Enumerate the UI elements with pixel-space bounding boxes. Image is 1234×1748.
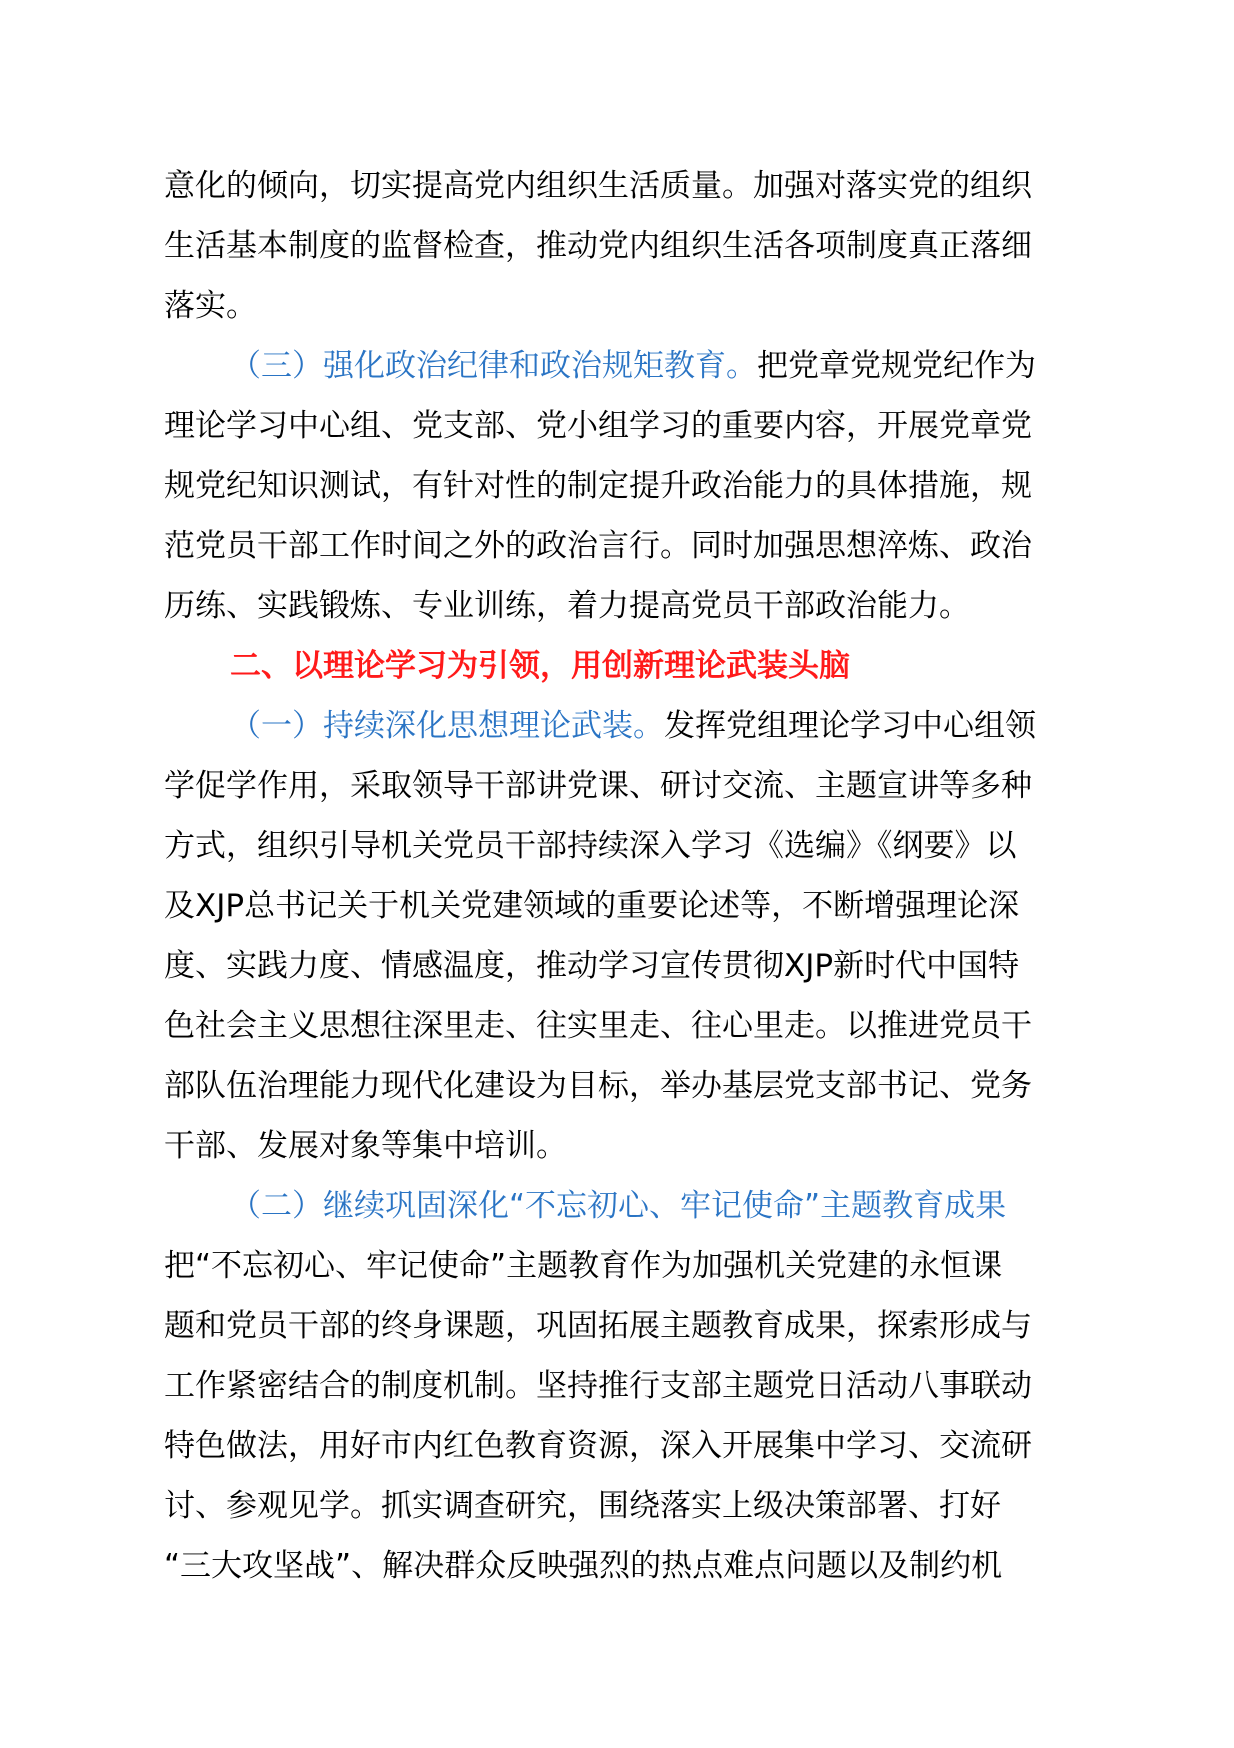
paragraph-line: 题和党员干部的终身课题，巩固拓展主题教育成果，探索形成与 [164, 1308, 1032, 1344]
subheading-line [230, 336, 1170, 396]
paragraph-text: 把党章党规党纪作为 [757, 348, 1036, 384]
paragraph-line: 意化的倾向，切实提高党内组织生活质量。加强对落实党的组织 [164, 168, 1032, 204]
paragraph-line: “三大攻坚战”、解决群众反映强烈的热点难点问题以及制约机 [164, 1548, 1003, 1584]
paragraph-line: 讨、参观见学。抓实调查研究，围绕落实上级决策部署、打好 [164, 1488, 1001, 1524]
subheading-line [230, 696, 1170, 756]
paragraph-line: 学促学作用，采取领导干部讲党课、研讨交流、主题宣讲等多种 [164, 768, 1032, 804]
section-heading: 二、以理论学习为引领，用创新理论武装头脑 [230, 648, 850, 684]
paragraph-line: 把“不忘初心、牢记使命”主题教育作为加强机关党建的永恒课 [164, 1248, 1003, 1284]
paragraph-line: 特色做法，用好市内红色教育资源，深入开展集中学习、交流研 [164, 1428, 1032, 1464]
paragraph-line: 范党员干部工作时间之外的政治言行。同时加强思想淬炼、政治 [164, 528, 1032, 564]
paragraph-line: 规党纪知识测试，有针对性的制定提升政治能力的具体措施，规 [164, 468, 1032, 504]
paragraph-line: 历练、实践锻炼、专业训练，着力提高党员干部政治能力。 [164, 588, 970, 624]
paragraph-line: 及XJP总书记关于机关党建领域的重要论述等，不断增强理论深 [164, 888, 1020, 924]
paragraph-line: 方式，组织引导机关党员干部持续深入学习《选编》《纲要》以 [164, 828, 1017, 864]
paragraph-line: 工作紧密结合的制度机制。坚持推行支部主题党日活动八事联动 [164, 1368, 1032, 1404]
paragraph-line: 落实。 [164, 288, 257, 324]
subheading-3-title: （三）强化政治纪律和政治规矩教育。 [230, 348, 757, 384]
paragraph-line: 色社会主义思想往深里走、往实里走、往心里走。以推进党员干 [164, 1008, 1032, 1044]
paragraph-text: 发挥党组理论学习中心组领 [664, 708, 1036, 744]
paragraph-line: 理论学习中心组、党支部、党小组学习的重要内容，开展党章党 [164, 408, 1032, 444]
paragraph-line: 干部、发展对象等集中培训。 [164, 1128, 567, 1164]
subheading-1-title: （一）持续深化思想理论武装。 [230, 708, 664, 744]
subheading-2-title: （二）继续巩固深化“不忘初心、牢记使命”主题教育成果 [230, 1188, 1007, 1224]
paragraph-line: 度、实践力度、情感温度，推动学习宣传贯彻XJP新时代中国特 [164, 948, 1020, 984]
paragraph-line: 生活基本制度的监督检查，推动党内组织生活各项制度真正落细 [164, 228, 1032, 264]
paragraph-line: 部队伍治理能力现代化建设为目标，举办基层党支部书记、党务 [164, 1068, 1032, 1104]
